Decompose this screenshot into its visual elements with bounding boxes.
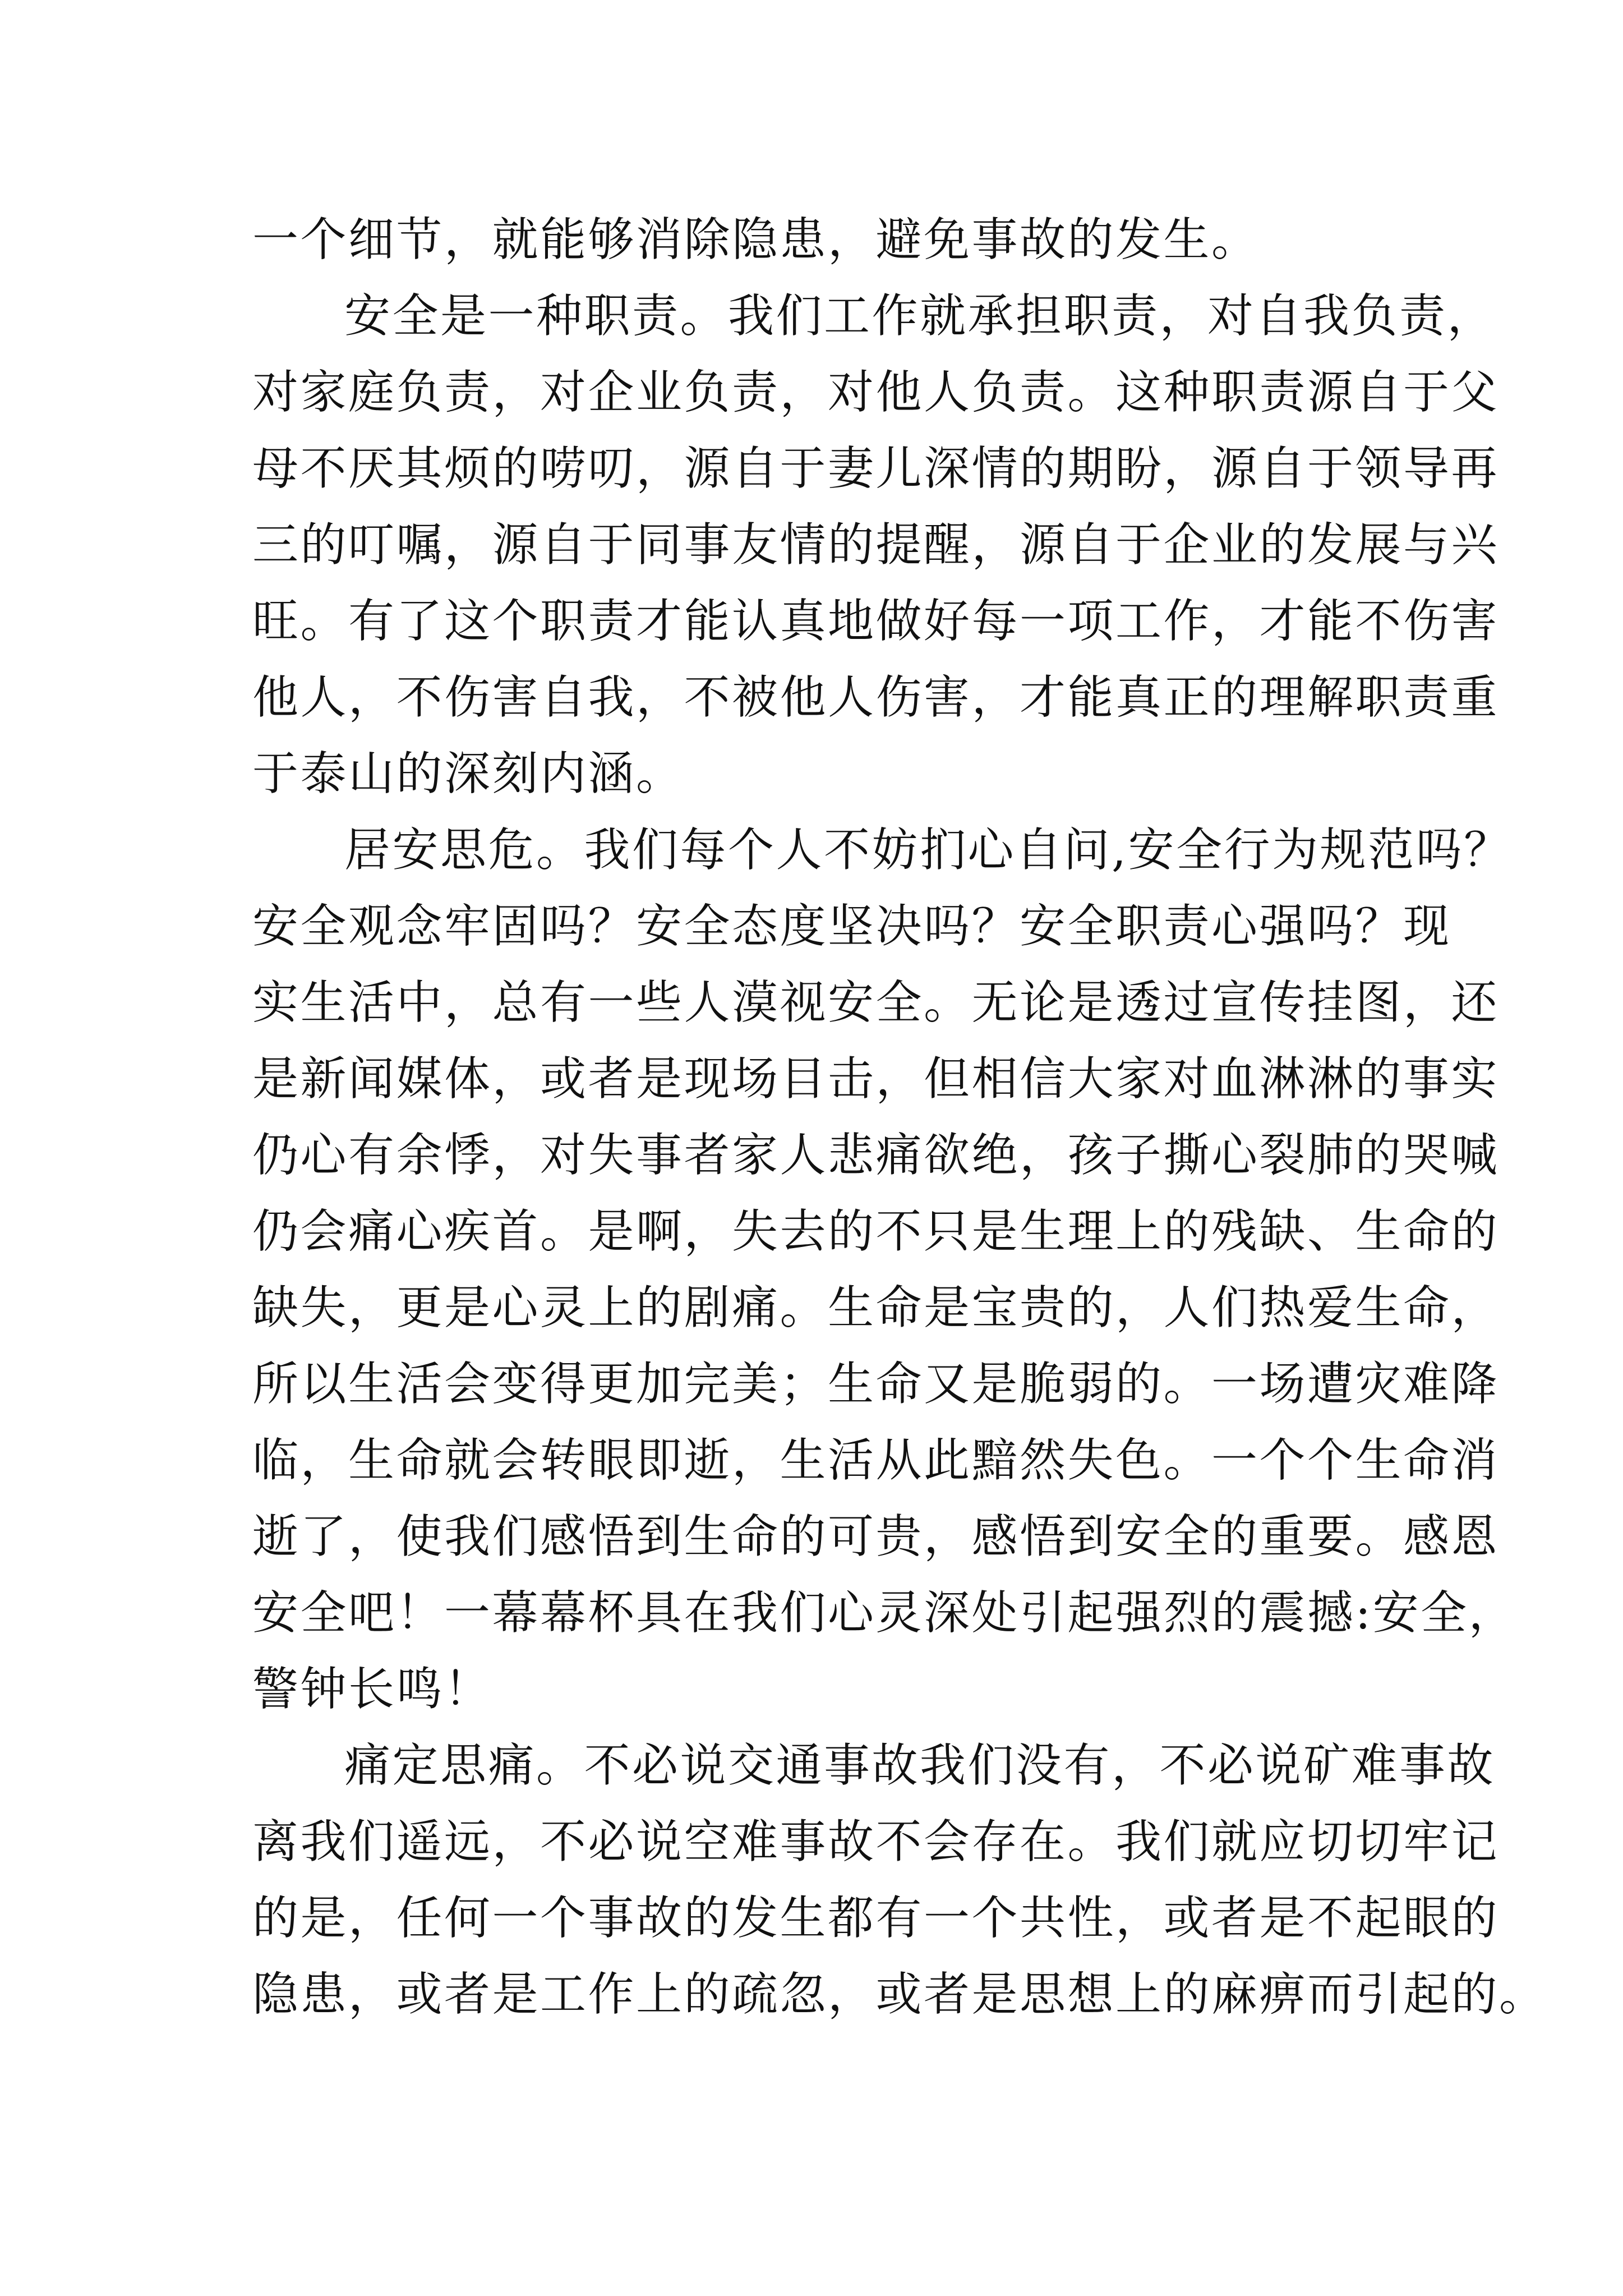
text-line: 缺失，更是心灵上的剧痛。生命是宝贵的，人们热爱生命， [252,1281,1500,1335]
text-line: 临，生命就会转眼即逝，生活从此黯然失色。一个个生命消 [252,1434,1500,1487]
text-line: 一个细节，就能够消除隐患，避免事故的发生。 [252,213,1260,266]
paragraph-3 [252,812,1517,1728]
paragraph-2 [252,278,1500,812]
text-line: 安全是一种职责。我们工作就承担职责，对自我负责， [344,289,1496,343]
text-line: 实生活中，总有一些人漠视安全。无论是透过宣传挂图，还 [252,976,1500,1029]
text-line: 安全吧！一幕幕杯具在我们心灵深处引起强烈的震撼:安全， [252,1586,1517,1640]
text-line: 的是，任何一个事故的发生都有一个共性，或者是不起眼的 [252,1892,1500,1945]
text-line: 痛定思痛。不必说交通事故我们没有，不必说矿难事故 [344,1739,1496,1792]
text-line: 母不厌其烦的唠叨，源自于妻儿深情的期盼，源自于领导再 [252,442,1500,495]
paragraph-1 [252,202,1380,278]
text-line: 仍心有余悸，对失事者家人悲痛欲绝，孩子撕心裂肺的哭喊 [252,1129,1500,1182]
paragraph-4 [252,1728,1547,2033]
text-line: 居安思危。我们每个人不妨扪心自问,安全行为规范吗？ [344,823,1512,877]
text-line: 于泰山的深刻内涵。 [252,747,684,800]
text-line: 逝了，使我们感悟到生命的可贵，感悟到安全的重要。感恩 [252,1510,1500,1563]
document-body [252,202,1547,2033]
text-line: 三的叮嘱，源自于同事友情的提醒，源自于企业的发展与兴 [252,518,1500,572]
text-line: 对家庭负责，对企业负责，对他人负责。这种职责源自于父 [252,366,1500,419]
text-line: 他人，不伤害自我，不被他人伤害，才能真正的理解职责重 [252,671,1500,724]
text-line: 是新闻媒体，或者是现场目击，但相信大家对血淋淋的事实 [252,1052,1500,1106]
text-line: 所以生活会变得更加完美；生命又是脆弱的。一场遭灾难降 [252,1358,1500,1411]
text-line: 仍会痛心疾首。是啊，失去的不只是生理上的残缺、生命的 [252,1205,1500,1258]
text-line: 隐患，或者是工作上的疏忽，或者是思想上的麻痹而引起的。 [252,1968,1547,2021]
text-line: 旺。有了这个职责才能认真地做好每一项工作，才能不伤害 [252,595,1500,648]
text-line: 离我们遥远，不必说空难事故不会存在。我们就应切切牢记 [252,1815,1500,1869]
text-line: 警钟长鸣！ [252,1663,492,1716]
text-line: 安全观念牢固吗？安全态度坚决吗？安全职责心强吗？现 [252,900,1451,953]
